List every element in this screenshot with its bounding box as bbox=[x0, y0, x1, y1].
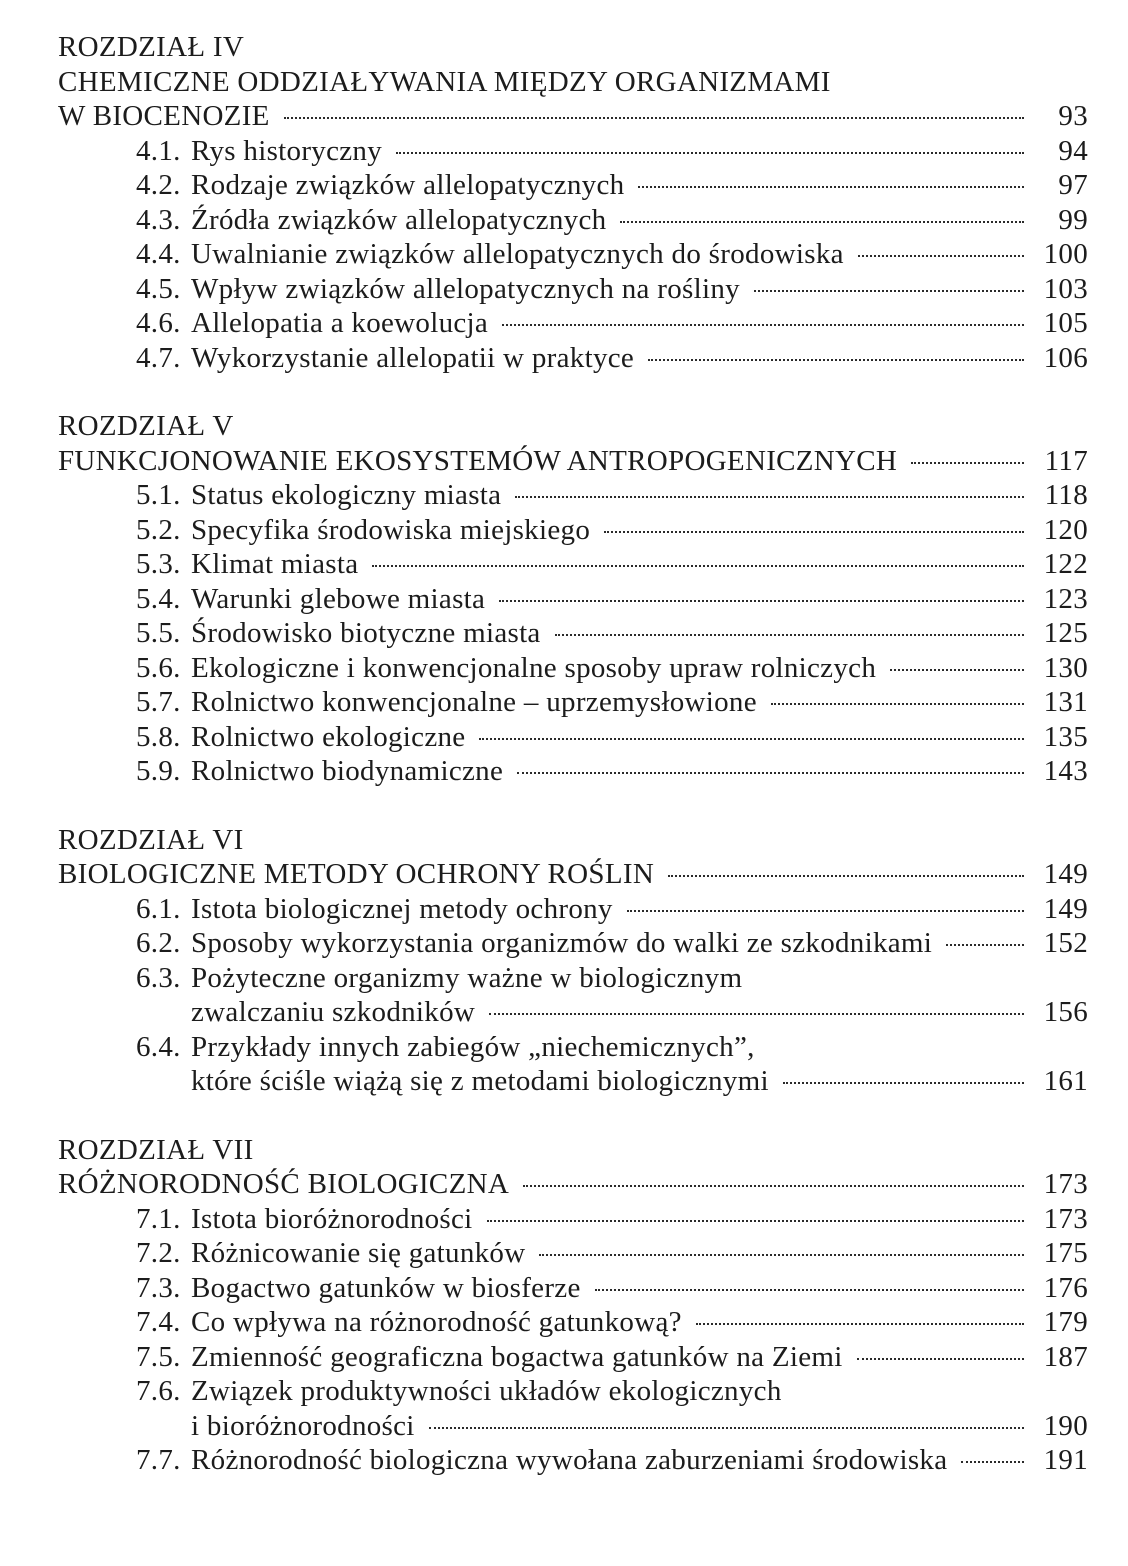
page-number: 103 bbox=[1043, 272, 1088, 305]
entry-text: Różnorodność biologiczna wywołana zaburzeniami środowiska bbox=[191, 1444, 948, 1476]
toc-entry bbox=[58, 1305, 1088, 1340]
entry-number: 5.5. bbox=[136, 617, 181, 649]
page-number: 94 bbox=[1058, 134, 1088, 167]
entry-label bbox=[136, 582, 485, 617]
entry-label bbox=[136, 134, 382, 169]
page-number: 149 bbox=[1043, 858, 1088, 890]
entry-text: Co wpływa na różnorodność gatunkową? bbox=[191, 1306, 682, 1338]
dot-leader bbox=[638, 186, 1024, 188]
entry-text: Wpływ związków allelopatycznych na rośliny bbox=[191, 272, 740, 305]
toc-entry bbox=[58, 651, 1088, 686]
chapter-title-row bbox=[58, 857, 1088, 892]
toc-entry bbox=[58, 1202, 1088, 1237]
dot-leader bbox=[487, 1220, 1024, 1222]
toc-entry bbox=[58, 720, 1088, 755]
page-number: 105 bbox=[1043, 307, 1088, 339]
dot-leader bbox=[515, 496, 1024, 498]
toc-entry bbox=[58, 513, 1088, 548]
page-number: 100 bbox=[1043, 238, 1088, 270]
entry-label bbox=[136, 926, 932, 961]
page-number: 191 bbox=[1043, 1444, 1088, 1476]
toc-entry bbox=[58, 1340, 1088, 1375]
entry-label bbox=[136, 513, 590, 548]
entry-text: Rys historyczny bbox=[191, 134, 383, 167]
entry-text: które ściśle wiążą się z metodami biologicznymi bbox=[191, 1065, 769, 1097]
toc-entry bbox=[58, 272, 1088, 307]
page-number: 190 bbox=[1043, 1409, 1088, 1442]
entry-label bbox=[136, 203, 606, 238]
entry-text: Status ekologiczny miasta bbox=[191, 479, 502, 511]
entry-text: Specyfika środowiska miejskiego bbox=[191, 513, 591, 546]
toc-entry bbox=[58, 582, 1088, 617]
entry-text: Uwalnianie związków allelopatycznych do środowiska bbox=[191, 238, 844, 270]
dot-leader bbox=[890, 669, 1024, 671]
page-number: 179 bbox=[1043, 1306, 1088, 1338]
entry-number: 4.4. bbox=[136, 238, 181, 270]
dot-leader bbox=[627, 910, 1024, 912]
entry-number: 5.6. bbox=[136, 651, 181, 684]
toc-entry bbox=[58, 685, 1088, 720]
page-number: 120 bbox=[1043, 513, 1088, 546]
dot-leader bbox=[783, 1082, 1024, 1084]
toc-entry bbox=[58, 1409, 1088, 1444]
toc-entry bbox=[58, 616, 1088, 651]
entry-text-first: Związek produktywności układów ekologicznych bbox=[191, 1375, 782, 1407]
entry-text: Zmienność geograficzna bogactwa gatunków na Ziemi bbox=[191, 1340, 843, 1373]
entry-text: Ekologiczne i konwencjonalne sposoby upraw rolniczych bbox=[191, 651, 877, 684]
page-number: 173 bbox=[1043, 1168, 1088, 1200]
entry-text: Wykorzystanie allelopatii w praktyce bbox=[191, 341, 635, 374]
dot-leader bbox=[604, 531, 1024, 533]
page-number: 106 bbox=[1043, 341, 1088, 374]
dot-leader bbox=[771, 703, 1024, 705]
chapter-section bbox=[58, 823, 1088, 1099]
entry-label bbox=[136, 1271, 581, 1306]
entry-number: 5.3. bbox=[136, 548, 181, 580]
entry-number: 6.4. bbox=[136, 1030, 181, 1063]
dot-leader bbox=[620, 221, 1024, 223]
entry-label bbox=[136, 1202, 473, 1237]
toc-entry bbox=[58, 1064, 1088, 1099]
page-number: 130 bbox=[1043, 651, 1088, 684]
page-number: 93 bbox=[1058, 100, 1088, 132]
toc-entry bbox=[58, 547, 1088, 582]
entry-number: 5.1. bbox=[136, 479, 181, 511]
dot-leader bbox=[595, 1289, 1024, 1291]
entry-label bbox=[136, 685, 757, 720]
entry-text-first: Pożyteczne organizmy ważne w biologicznym bbox=[191, 961, 743, 994]
entry-number: 4.6. bbox=[136, 307, 181, 339]
dot-leader bbox=[539, 1254, 1024, 1256]
chapter-title-row bbox=[58, 444, 1088, 479]
entry-label bbox=[136, 651, 876, 686]
entry-number: 7.5. bbox=[136, 1340, 181, 1373]
entry-text: Istota bioróżnorodności bbox=[191, 1202, 473, 1235]
toc-entry-first-line bbox=[58, 1030, 1088, 1065]
page-number: 97 bbox=[1058, 169, 1088, 201]
chapter-title: RÓŻNORODNOŚĆ BIOLOGICZNA bbox=[58, 1168, 510, 1200]
entry-number: 7.4. bbox=[136, 1306, 181, 1338]
dot-leader bbox=[754, 290, 1024, 292]
page-number: 118 bbox=[1044, 479, 1088, 511]
dot-leader bbox=[946, 944, 1024, 946]
chapter-section bbox=[58, 409, 1088, 789]
chapter-title-line: CHEMICZNE ODDZIAŁYWANIA MIĘDZY ORGANIZMAMI bbox=[58, 65, 831, 98]
page-number: 156 bbox=[1043, 996, 1088, 1028]
entry-number: 4.2. bbox=[136, 169, 181, 201]
toc-entry bbox=[58, 341, 1088, 376]
entry-text-first: Przykłady innych zabiegów „niechemicznych”, bbox=[191, 1030, 755, 1063]
entry-number: 4.5. bbox=[136, 272, 181, 305]
entry-label bbox=[136, 1443, 947, 1478]
chapter-title-row bbox=[58, 99, 1088, 134]
entry-text: Rolnictwo ekologiczne bbox=[191, 720, 466, 753]
chapter-label: ROZDZIAŁ VI bbox=[58, 823, 244, 856]
dot-leader bbox=[857, 1358, 1024, 1360]
entry-text: Różnicowanie się gatunków bbox=[191, 1237, 526, 1269]
toc-entry-first-line bbox=[58, 961, 1088, 996]
toc-entry bbox=[58, 203, 1088, 238]
toc-entry-first-line bbox=[58, 1374, 1088, 1409]
page-number: 123 bbox=[1043, 582, 1088, 615]
chapter-label: ROZDZIAŁ V bbox=[58, 410, 234, 442]
dot-leader bbox=[499, 600, 1024, 602]
entry-text: Źródła związków allelopatycznych bbox=[191, 203, 607, 236]
page-number: 135 bbox=[1043, 720, 1088, 753]
toc-entry bbox=[58, 995, 1088, 1030]
entry-text: i bioróżnorodności bbox=[191, 1409, 415, 1442]
entry-number: 6.1. bbox=[136, 892, 181, 925]
dot-leader bbox=[517, 772, 1024, 774]
page-number: 176 bbox=[1043, 1271, 1088, 1304]
chapter-section bbox=[58, 30, 1088, 375]
dot-leader bbox=[429, 1427, 1024, 1429]
toc-entry bbox=[58, 754, 1088, 789]
entry-number: 5.2. bbox=[136, 513, 181, 546]
dot-leader bbox=[696, 1323, 1024, 1325]
entry-label bbox=[136, 341, 634, 376]
page-number: 99 bbox=[1058, 203, 1088, 236]
entry-number: 6.2. bbox=[136, 927, 181, 959]
entry-number: 7.1. bbox=[136, 1202, 181, 1235]
entry-text: Rodzaje związków allelopatycznych bbox=[191, 169, 625, 201]
dot-leader bbox=[284, 117, 1024, 119]
entry-label bbox=[136, 720, 465, 755]
entry-label bbox=[136, 1305, 682, 1340]
entry-number: 7.7. bbox=[136, 1444, 181, 1476]
entry-text: Klimat miasta bbox=[191, 548, 359, 580]
toc-entry bbox=[58, 306, 1088, 341]
dot-leader bbox=[961, 1461, 1024, 1463]
toc-entry bbox=[58, 1443, 1088, 1478]
dot-leader bbox=[648, 359, 1024, 361]
entry-label bbox=[136, 1236, 525, 1271]
entry-number: 4.7. bbox=[136, 341, 181, 374]
dot-leader bbox=[858, 255, 1024, 257]
entry-label bbox=[136, 892, 613, 927]
dot-leader bbox=[523, 1185, 1024, 1187]
page-number: 131 bbox=[1043, 686, 1088, 718]
dot-leader bbox=[489, 1013, 1024, 1015]
entry-label bbox=[136, 547, 358, 582]
entry-text: Istota biologicznej metody ochrony bbox=[191, 892, 613, 925]
entry-label bbox=[136, 1340, 843, 1375]
entry-number: 5.7. bbox=[136, 686, 181, 718]
page-number: 122 bbox=[1043, 548, 1088, 580]
entry-text: Sposoby wykorzystania organizmów do walki ze szkodnikami bbox=[191, 927, 933, 959]
dot-leader bbox=[396, 152, 1024, 154]
page-number: 173 bbox=[1043, 1202, 1088, 1235]
page-number: 152 bbox=[1043, 927, 1088, 959]
entry-number: 7.6. bbox=[136, 1375, 181, 1407]
entry-label bbox=[136, 237, 844, 272]
toc-entry bbox=[58, 1236, 1088, 1271]
chapter-title: FUNKCJONOWANIE EKOSYSTEMÓW ANTROPOGENICZNYCH bbox=[58, 444, 898, 477]
table-of-contents bbox=[58, 30, 1088, 1512]
entry-number: 4.3. bbox=[136, 203, 181, 236]
chapter-title: W BIOCENOZIE bbox=[58, 100, 270, 132]
toc-entry bbox=[58, 237, 1088, 272]
toc-entry bbox=[58, 1271, 1088, 1306]
toc-entry bbox=[58, 926, 1088, 961]
dot-leader bbox=[668, 875, 1024, 877]
entry-label bbox=[136, 272, 740, 307]
entry-label bbox=[136, 168, 624, 203]
dot-leader bbox=[372, 565, 1024, 567]
toc-entry bbox=[58, 478, 1088, 513]
entry-text: Allelopatia a koewolucja bbox=[191, 307, 489, 339]
entry-label bbox=[136, 306, 488, 341]
dot-leader bbox=[555, 634, 1024, 636]
chapter-label: ROZDZIAŁ VII bbox=[58, 1133, 254, 1166]
entry-label bbox=[136, 616, 541, 651]
dot-leader bbox=[911, 462, 1024, 464]
page-number: 117 bbox=[1044, 444, 1088, 477]
page-number: 143 bbox=[1043, 755, 1088, 787]
chapter-title-row bbox=[58, 1167, 1088, 1202]
entry-text: Rolnictwo konwencjonalne – uprzemysłowione bbox=[191, 686, 757, 718]
page-number: 187 bbox=[1043, 1340, 1088, 1373]
entry-label bbox=[136, 478, 501, 513]
page-number: 175 bbox=[1043, 1237, 1088, 1269]
toc-entry bbox=[58, 168, 1088, 203]
chapter-title: BIOLOGICZNE METODY OCHRONY ROŚLIN bbox=[58, 858, 655, 890]
chapter-label: ROZDZIAŁ IV bbox=[58, 31, 245, 63]
entry-label bbox=[136, 754, 503, 789]
page-number: 125 bbox=[1043, 617, 1088, 649]
entry-number: 4.1. bbox=[136, 134, 181, 167]
entry-number: 5.4. bbox=[136, 582, 181, 615]
entry-text: Środowisko biotyczne miasta bbox=[191, 617, 541, 649]
entry-text: zwalczaniu szkodników bbox=[191, 996, 476, 1028]
dot-leader bbox=[502, 324, 1024, 326]
toc-entry bbox=[58, 134, 1088, 169]
entry-text: Warunki glebowe miasta bbox=[191, 582, 486, 615]
entry-number: 5.9. bbox=[136, 755, 181, 787]
page-number: 149 bbox=[1043, 892, 1088, 925]
entry-number: 6.3. bbox=[136, 961, 181, 994]
entry-number: 7.3. bbox=[136, 1271, 181, 1304]
chapter-section bbox=[58, 1133, 1088, 1478]
entry-number: 5.8. bbox=[136, 720, 181, 753]
dot-leader bbox=[479, 738, 1024, 740]
entry-text: Bogactwo gatunków w biosferze bbox=[191, 1271, 581, 1304]
page-number: 161 bbox=[1043, 1065, 1088, 1097]
toc-entry bbox=[58, 892, 1088, 927]
entry-text: Rolnictwo biodynamiczne bbox=[191, 755, 504, 787]
entry-number: 7.2. bbox=[136, 1237, 181, 1269]
